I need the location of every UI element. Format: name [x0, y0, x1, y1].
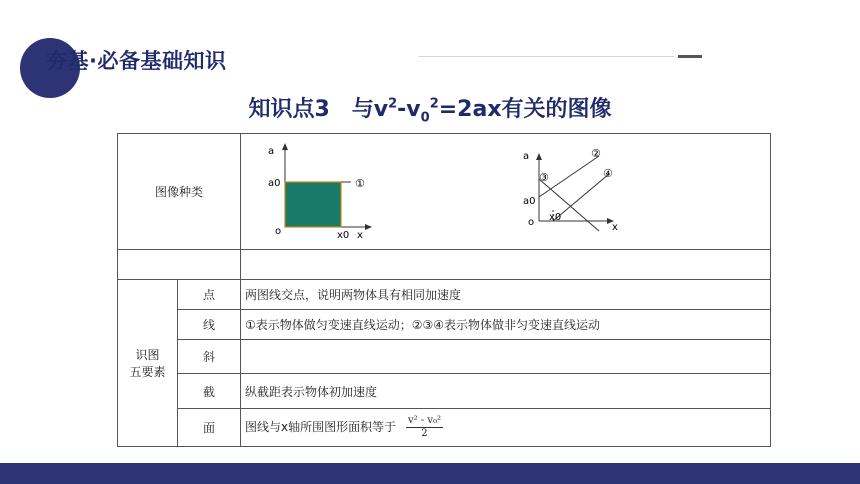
knowledge-table [117, 133, 771, 447]
graph2-label-2: ② [591, 147, 601, 160]
row-value-line: ①表示物体做匀变速直线运动；②③④表示物体做非匀变速直线运动 [241, 310, 771, 340]
row-value-point: 两图线交点，说明两物体具有相同加速度 [241, 280, 771, 310]
graph1-y-label: a [268, 146, 275, 157]
chart-cell [241, 134, 771, 250]
area-formula [406, 415, 443, 440]
graph2-y-arrow-icon [536, 153, 542, 160]
graph2-x-label: x [612, 222, 618, 233]
topic-title [0, 92, 860, 125]
row-key-line: 线 [178, 310, 241, 340]
graph1-a0-label: a0 [268, 178, 281, 189]
row-key-area: 面 [178, 409, 241, 447]
table-row-empty [118, 250, 771, 280]
topic-title-suffix: =2ax有关的图像 [438, 97, 612, 122]
chart-type-label: 图像种类 [118, 134, 241, 250]
table-row-chart [118, 134, 771, 250]
table-row [118, 374, 771, 409]
header-dash [678, 55, 702, 58]
graph2-label-4: ④ [603, 167, 613, 180]
row-key-intercept: 截 [178, 374, 241, 409]
graph1-y-arrow-icon [282, 143, 288, 150]
row-value-area [241, 409, 771, 447]
graph1-origin-label: o [275, 226, 282, 237]
graphs-svg [241, 134, 769, 246]
graph2-a0-label: a0 [523, 196, 536, 207]
formula-denominator: 2 [421, 428, 428, 439]
table-row [118, 409, 771, 447]
row-key-point: 点 [178, 280, 241, 310]
topic-title-prefix: 知识点3 与v [248, 97, 389, 122]
graph2-y-label: a [523, 151, 530, 162]
graph2-label-3: ③ [539, 171, 549, 184]
topic-title-sup1: 2 [388, 96, 398, 112]
empty-cell-right [241, 250, 771, 280]
graph2-line-4 [553, 174, 609, 221]
graph-1 [268, 143, 372, 241]
graph1-curve-label: ① [355, 177, 365, 190]
group-label-line1: 识图 [135, 348, 160, 362]
empty-cell-left [118, 250, 241, 280]
header-divider [418, 56, 674, 57]
row-value-intercept: 纵截距表示物体初加速度 [241, 374, 771, 409]
table-row [118, 280, 771, 310]
topic-title-mid: -v [397, 97, 421, 122]
graph1-x-arrow-icon [365, 224, 372, 230]
graph1-x-label: x [357, 230, 363, 241]
table-row [118, 340, 771, 374]
section-title: 夯基·必备基础知识 [46, 49, 227, 73]
topic-title-sup2: 2 [429, 96, 439, 112]
group-label [118, 280, 178, 447]
graph-2 [523, 147, 618, 233]
area-text: 图线与x轴所围图形面积等于 [245, 420, 397, 434]
graph2-origin-label: o [528, 217, 535, 228]
footer-bar [0, 463, 860, 484]
group-label-line2: 五要素 [129, 365, 166, 379]
formula-numerator: v² - v₀² [407, 415, 442, 426]
table-row [118, 310, 771, 340]
row-key-slope: 斜 [178, 340, 241, 374]
graph1-x0-label: x0 [337, 230, 350, 241]
graph2-line-3 [539, 179, 599, 231]
row-value-slope [241, 340, 771, 374]
graph2-x0-label: x0 [549, 212, 562, 223]
graph1-area [285, 182, 341, 227]
topic-title-sub: 0 [420, 110, 430, 126]
